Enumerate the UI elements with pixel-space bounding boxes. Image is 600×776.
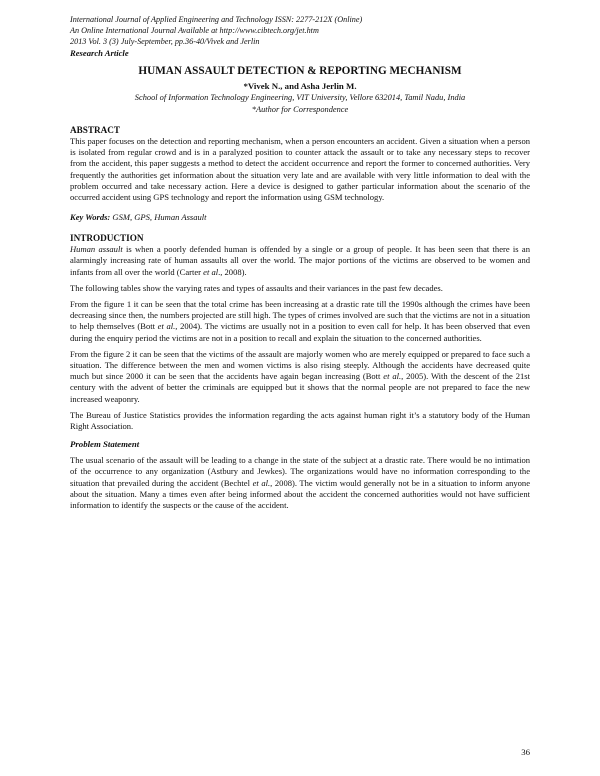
keywords-label: Key Words:: [70, 212, 111, 223]
affiliation: School of Information Technology Engineering, VIT University, Vellore 632014, Tamil Nadu, India: [134, 93, 466, 102]
introduction-paragraph-2: The following tables show the varying rates and types of assaults and their variances in the past few decades.: [70, 282, 443, 293]
introduction-heading: INTRODUCTION: [70, 233, 144, 244]
authors: *Vivek N., and Asha Jerlin M.: [243, 81, 357, 91]
introduction-paragraph-3: From the figure 1 it can be seen that the total crime has been increasing at a drastic rate till the 1990s although the crimes have been decreasing since then, the numbers projected are still high. The types of crimes involved are such that the victims are not in a situation to help themselves (Bott et al., 2004). The victims are usually not in a position to even call for help. It has been observed that even during the enquiry period the victims are not in a position to recall and explain the situation to the concerned authorities.: [70, 299, 530, 343]
page-number: 36: [521, 747, 530, 757]
keywords-value: GSM, GPS, Human Assault: [112, 212, 207, 223]
introduction-paragraph-4: From the figure 2 it can be seen that the victims of the assault are majorly women who are merely equipped or prepared to face such a situation. The difference between the men and women victims is also rising steeply. Although the accidents have decreased quite much but since 2000 it can be seen that the accidents have again began increasing (Bott et al., 2005). With the descent of the 21st century with the advent of better the criminals are equipped but it shows that the normal people are not prepared to face the new increased weaponry.: [70, 348, 530, 404]
journal-header-line-2: An Online International Journal Available at http://www.cibtech.org/jet.htm: [70, 26, 319, 35]
abstract-text: This paper focuses on the detection and reporting mechanism, when a person encounters an accident. Given a situation when a person is isolated from regular crowd and is in a paralyzed position to counter attack the assault or to take any necessary steps to recover from the accident, this paper suggests a method to detect the accident occurrence and report the former to concerned authorities. Very frequently the authorities get information about the situation very late and are available with very little information to deal with the problem occurred and take necessary action. Here a device is designed to gather particular information about the scenario of the occurred accident using GPS technology and report the information using GSM technology.: [70, 136, 530, 203]
correspondence-note: *Author for Correspondence: [251, 104, 349, 114]
introduction-paragraph-5: The Bureau of Justice Statistics provides the information regarding the acts against human right it’s a statutory body of the Human Right Association.: [70, 409, 530, 432]
keywords: [70, 212, 530, 223]
term-human-assault: Human assault: [70, 244, 123, 255]
abstract-heading: ABSTRACT: [70, 125, 121, 135]
journal-header-line-1: International Journal of Applied Engineering and Technology ISSN: 2277-212X (Online): [70, 15, 363, 24]
introduction-paragraph-1: Human assault is when a poorly defended human is offended by a single or a group of people. It has been seen that there is an alarmingly increasing rate of human assaults all over the world. The major portions of the victims are observed to be women and infants from all over the world (Carter et al., 2008).: [70, 244, 530, 277]
problem-statement-heading: Problem Statement: [70, 439, 140, 450]
article-type: Research Article: [70, 48, 129, 58]
journal-header-line-3: 2013 Vol. 3 (3) July-September, pp.36-40/Vivek and Jerlin: [70, 37, 260, 46]
paper-title: HUMAN ASSAULT DETECTION & REPORTING MECHANISM: [138, 65, 462, 77]
problem-statement-paragraph: The usual scenario of the assault will be leading to a change in the state of the subject at a drastic rate. There would be no intimation of the occurrence to any organization (Astbury and Jewkes). The organizations would have no information corresponding to the situation that prevailed during the accident (Bechtel et al., 2008). The victim would generally not be in a situation to inform anyone about the situation. Many a times even after being informed about the accident the concerned authorities would not have sufficient information to identify the suspects or the cause of the accident.: [70, 455, 530, 511]
